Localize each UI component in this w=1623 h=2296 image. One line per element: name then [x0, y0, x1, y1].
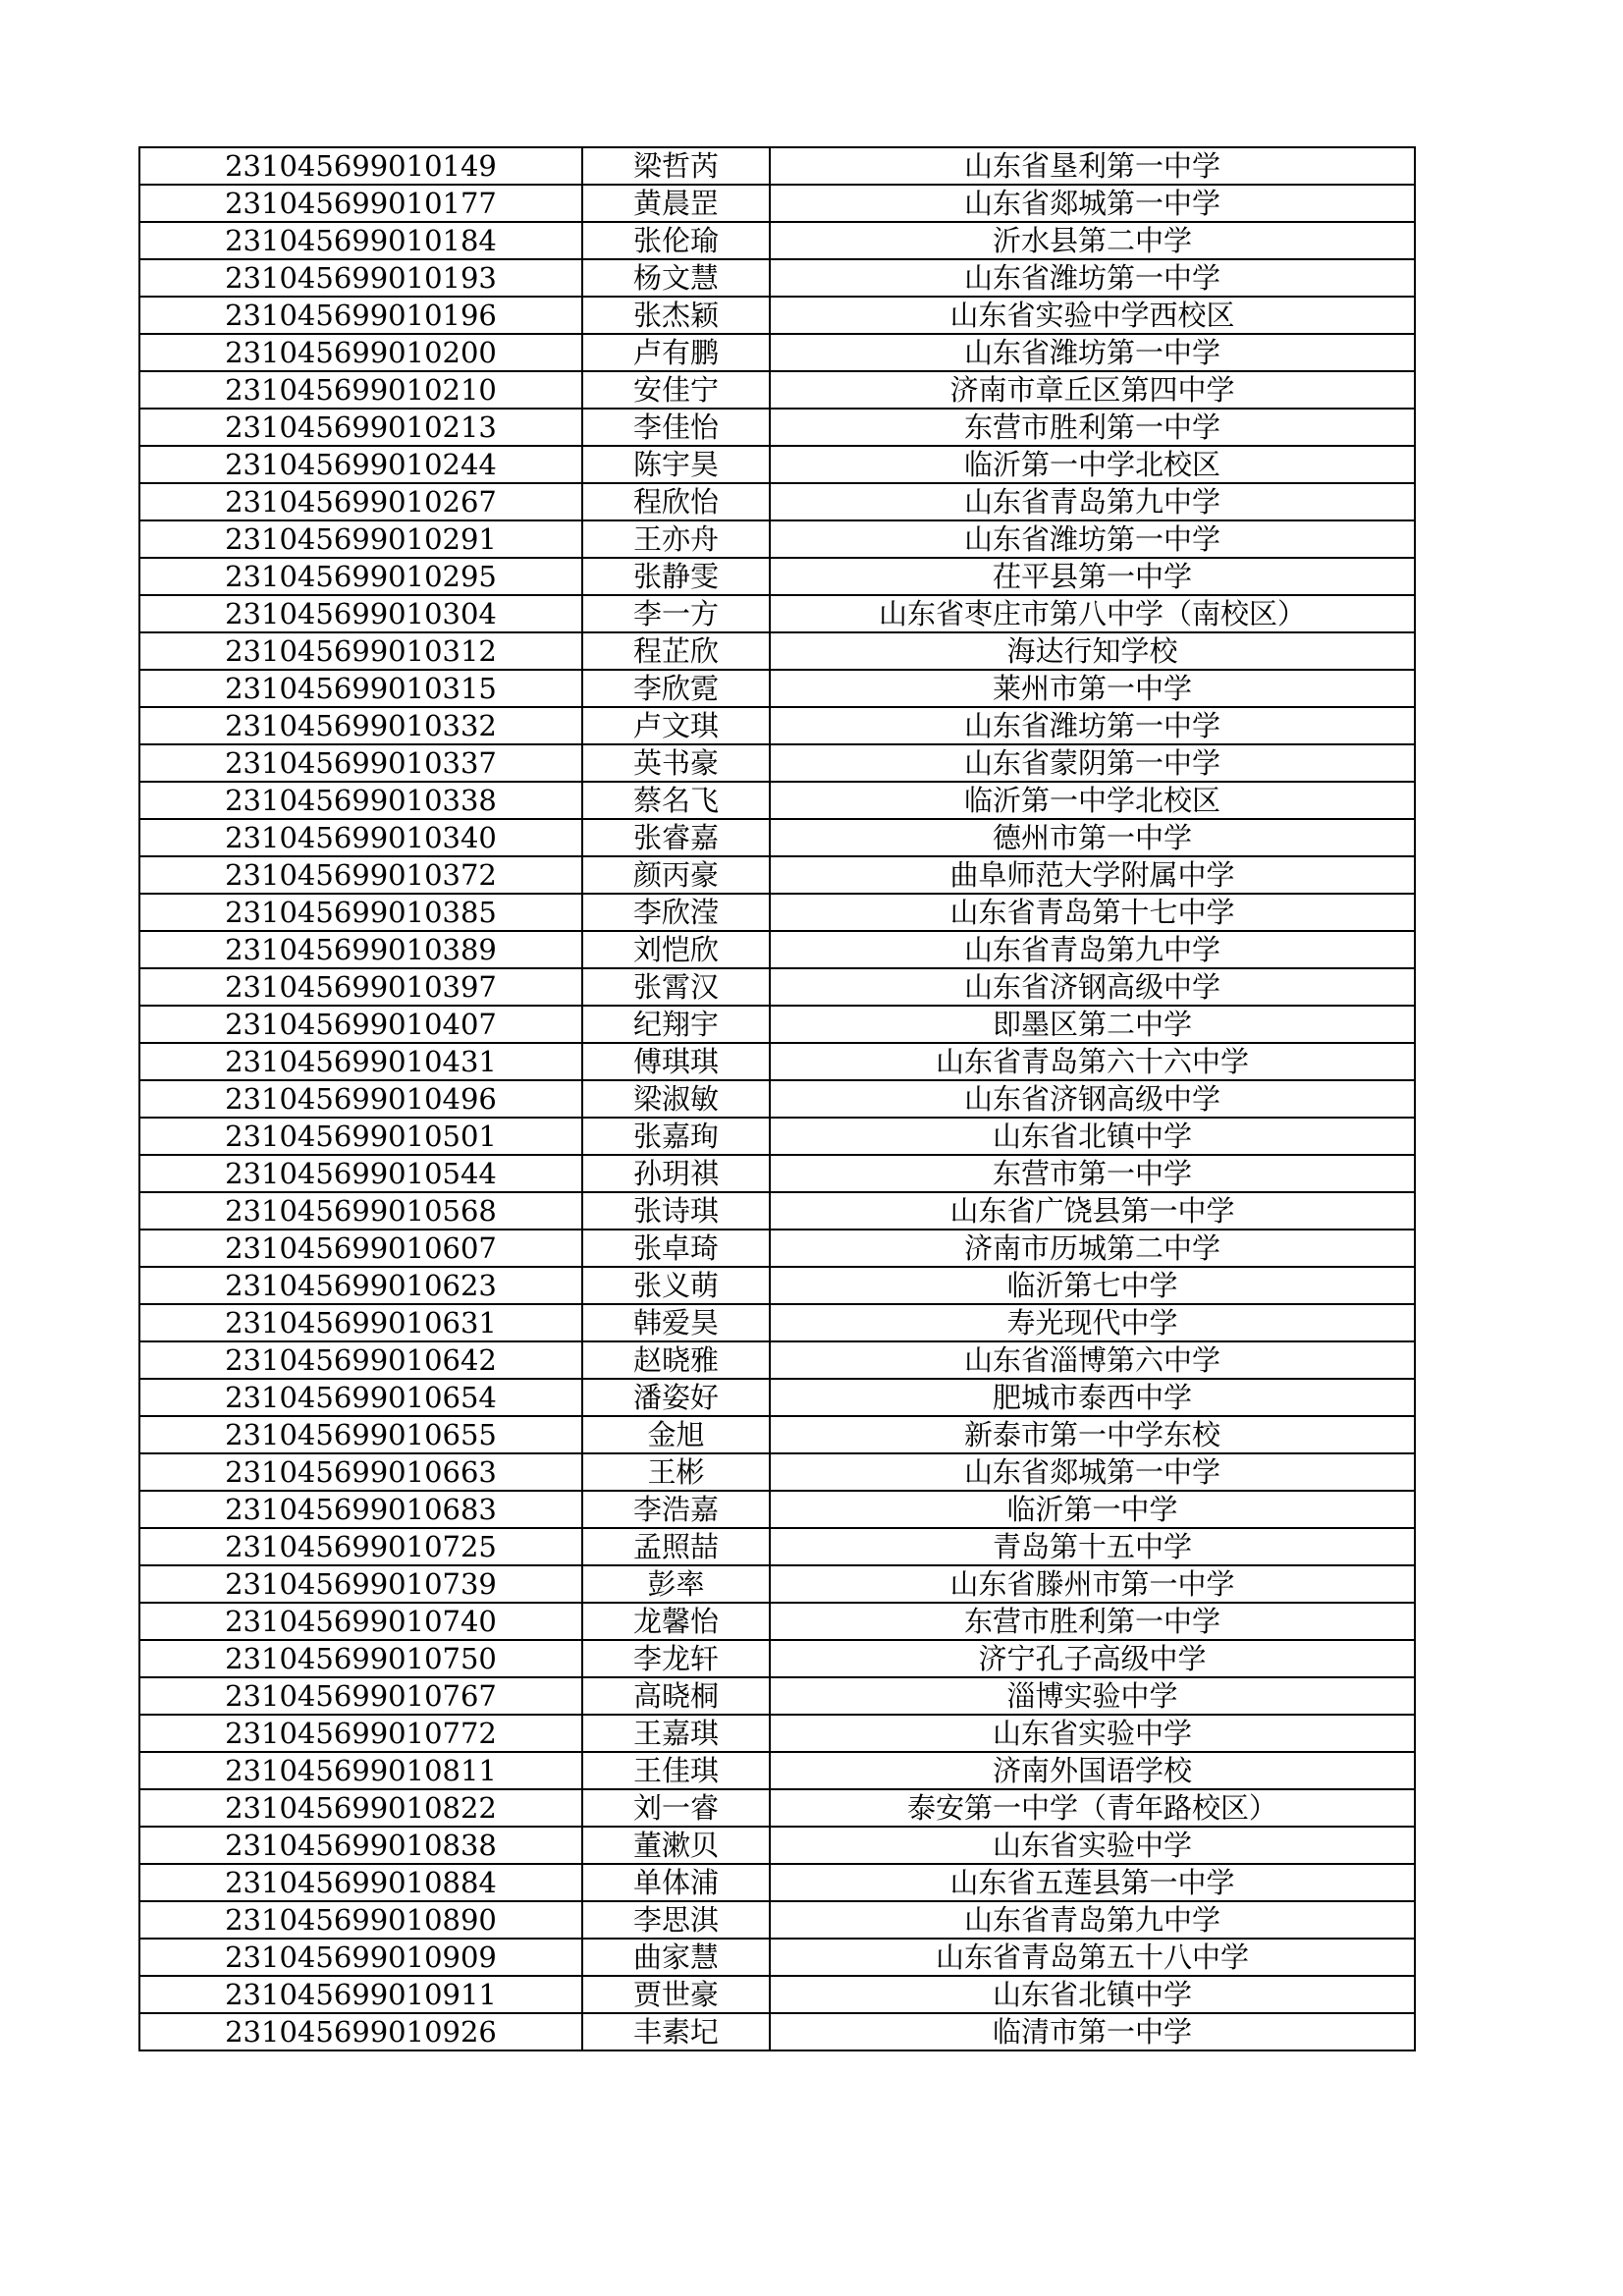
- candidate-id-cell: 231045699010655: [139, 1416, 582, 1453]
- table-row: [139, 1080, 1415, 1118]
- student-name-cell: 卢文琪: [582, 707, 770, 744]
- table-row: [139, 1901, 1415, 1939]
- school-name-cell: 山东省潍坊第一中学: [770, 259, 1415, 297]
- student-name-cell: 曲家慧: [582, 1939, 770, 1976]
- school-name-cell: 山东省郯城第一中学: [770, 185, 1415, 222]
- student-name-cell: 李浩嘉: [582, 1491, 770, 1528]
- school-name-cell: 东营市第一中学: [770, 1155, 1415, 1192]
- candidate-id-cell: 231045699010631: [139, 1304, 582, 1341]
- student-list-table: [138, 146, 1416, 2051]
- school-name-cell: 山东省淄博第六中学: [770, 1341, 1415, 1379]
- school-name-cell: 山东省郯城第一中学: [770, 1453, 1415, 1491]
- school-name-cell: 肥城市泰西中学: [770, 1379, 1415, 1416]
- student-name-cell: 杨文慧: [582, 259, 770, 297]
- student-name-cell: 李欣霓: [582, 670, 770, 707]
- table-row: [139, 1715, 1415, 1752]
- student-name-cell: 陈宇昊: [582, 446, 770, 483]
- table-row: [139, 1752, 1415, 1789]
- school-name-cell: 山东省潍坊第一中学: [770, 707, 1415, 744]
- student-name-cell: 蔡名飞: [582, 782, 770, 819]
- candidate-id-cell: 231045699010407: [139, 1006, 582, 1043]
- table-row: [139, 371, 1415, 409]
- candidate-id-cell: 231045699010295: [139, 558, 582, 595]
- table-row: [139, 1416, 1415, 1453]
- candidate-id-cell: 231045699010184: [139, 222, 582, 259]
- candidate-id-cell: 231045699010739: [139, 1565, 582, 1603]
- table-row: [139, 1827, 1415, 1864]
- table-row: [139, 520, 1415, 558]
- table-row: [139, 632, 1415, 670]
- school-name-cell: 山东省潍坊第一中学: [770, 520, 1415, 558]
- student-name-cell: 程欣怡: [582, 483, 770, 520]
- student-name-cell: 张义萌: [582, 1267, 770, 1304]
- student-name-cell: 张卓琦: [582, 1230, 770, 1267]
- student-name-cell: 黄晨罡: [582, 185, 770, 222]
- student-name-cell: 梁哲芮: [582, 147, 770, 185]
- school-name-cell: 即墨区第二中学: [770, 1006, 1415, 1043]
- table-row: [139, 147, 1415, 185]
- table-row: [139, 185, 1415, 222]
- student-name-cell: 孟照喆: [582, 1528, 770, 1565]
- table-row: [139, 1230, 1415, 1267]
- student-name-cell: 傅琪琪: [582, 1043, 770, 1080]
- table-row: [139, 894, 1415, 931]
- candidate-id-cell: 231045699010568: [139, 1192, 582, 1230]
- school-name-cell: 山东省实验中学西校区: [770, 297, 1415, 334]
- school-name-cell: 山东省垦利第一中学: [770, 147, 1415, 185]
- student-name-cell: 孙玥祺: [582, 1155, 770, 1192]
- student-name-cell: 金旭: [582, 1416, 770, 1453]
- candidate-id-cell: 231045699010767: [139, 1677, 582, 1715]
- school-name-cell: 山东省青岛第九中学: [770, 931, 1415, 968]
- student-name-cell: 单体浦: [582, 1864, 770, 1901]
- school-name-cell: 茌平县第一中学: [770, 558, 1415, 595]
- table-row: [139, 1565, 1415, 1603]
- school-name-cell: 山东省青岛第六十六中学: [770, 1043, 1415, 1080]
- table-row: [139, 222, 1415, 259]
- school-name-cell: 东营市胜利第一中学: [770, 1603, 1415, 1640]
- school-name-cell: 青岛第十五中学: [770, 1528, 1415, 1565]
- candidate-id-cell: 231045699010623: [139, 1267, 582, 1304]
- candidate-id-cell: 231045699010397: [139, 968, 582, 1006]
- candidate-id-cell: 231045699010291: [139, 520, 582, 558]
- table-row: [139, 446, 1415, 483]
- candidate-id-cell: 231045699010244: [139, 446, 582, 483]
- table-row: [139, 1304, 1415, 1341]
- table-row: [139, 968, 1415, 1006]
- candidate-id-cell: 231045699010909: [139, 1939, 582, 1976]
- school-name-cell: 济南市历城第二中学: [770, 1230, 1415, 1267]
- school-name-cell: 山东省青岛第十七中学: [770, 894, 1415, 931]
- student-name-cell: 梁淑敏: [582, 1080, 770, 1118]
- table-row: [139, 409, 1415, 446]
- school-name-cell: 曲阜师范大学附属中学: [770, 856, 1415, 894]
- student-name-cell: 王彬: [582, 1453, 770, 1491]
- student-name-cell: 李欣滢: [582, 894, 770, 931]
- table-row: [139, 1341, 1415, 1379]
- table-row: [139, 259, 1415, 297]
- table-row: [139, 1864, 1415, 1901]
- school-name-cell: 山东省实验中学: [770, 1715, 1415, 1752]
- table-row: [139, 856, 1415, 894]
- student-name-cell: 丰素圮: [582, 2013, 770, 2050]
- candidate-id-cell: 231045699010431: [139, 1043, 582, 1080]
- student-name-cell: 张霄汉: [582, 968, 770, 1006]
- table-row: [139, 1640, 1415, 1677]
- school-name-cell: 山东省五莲县第一中学: [770, 1864, 1415, 1901]
- candidate-id-cell: 231045699010811: [139, 1752, 582, 1789]
- school-name-cell: 德州市第一中学: [770, 819, 1415, 856]
- candidate-id-cell: 231045699010337: [139, 744, 582, 782]
- student-name-cell: 李佳怡: [582, 409, 770, 446]
- table-row: [139, 707, 1415, 744]
- student-name-cell: 张诗琪: [582, 1192, 770, 1230]
- table-row: [139, 931, 1415, 968]
- table-row: [139, 1379, 1415, 1416]
- student-name-cell: 韩爱昊: [582, 1304, 770, 1341]
- student-name-cell: 颜丙豪: [582, 856, 770, 894]
- school-name-cell: 海达行知学校: [770, 632, 1415, 670]
- student-name-cell: 安佳宁: [582, 371, 770, 409]
- table-row: [139, 2013, 1415, 2050]
- candidate-id-cell: 231045699010822: [139, 1789, 582, 1827]
- table-row: [139, 1043, 1415, 1080]
- table-row: [139, 1491, 1415, 1528]
- table-row: [139, 1453, 1415, 1491]
- table-row: [139, 558, 1415, 595]
- candidate-id-cell: 231045699010177: [139, 185, 582, 222]
- school-name-cell: 山东省滕州市第一中学: [770, 1565, 1415, 1603]
- table-row: [139, 782, 1415, 819]
- candidate-id-cell: 231045699010267: [139, 483, 582, 520]
- student-name-cell: 张伦瑜: [582, 222, 770, 259]
- table-row: [139, 595, 1415, 632]
- school-name-cell: 山东省济钢高级中学: [770, 968, 1415, 1006]
- candidate-id-cell: 231045699010501: [139, 1118, 582, 1155]
- candidate-id-cell: 231045699010338: [139, 782, 582, 819]
- candidate-id-cell: 231045699010149: [139, 147, 582, 185]
- school-name-cell: 临清市第一中学: [770, 2013, 1415, 2050]
- candidate-id-cell: 231045699010642: [139, 1341, 582, 1379]
- candidate-id-cell: 231045699010884: [139, 1864, 582, 1901]
- student-name-cell: 英书豪: [582, 744, 770, 782]
- student-name-cell: 李一方: [582, 595, 770, 632]
- candidate-id-cell: 231045699010725: [139, 1528, 582, 1565]
- candidate-id-cell: 231045699010210: [139, 371, 582, 409]
- student-name-cell: 赵晓雅: [582, 1341, 770, 1379]
- candidate-id-cell: 231045699010372: [139, 856, 582, 894]
- student-name-cell: 潘姿好: [582, 1379, 770, 1416]
- candidate-id-cell: 231045699010926: [139, 2013, 582, 2050]
- table-row: [139, 334, 1415, 371]
- table-row: [139, 1118, 1415, 1155]
- table-row: [139, 1528, 1415, 1565]
- candidate-id-cell: 231045699010213: [139, 409, 582, 446]
- candidate-id-cell: 231045699010385: [139, 894, 582, 931]
- student-name-cell: 王嘉琪: [582, 1715, 770, 1752]
- candidate-id-cell: 231045699010750: [139, 1640, 582, 1677]
- candidate-id-cell: 231045699010890: [139, 1901, 582, 1939]
- school-name-cell: 山东省北镇中学: [770, 1976, 1415, 2013]
- table-body: [139, 147, 1415, 2050]
- table-row: [139, 1789, 1415, 1827]
- table-row: [139, 1677, 1415, 1715]
- candidate-id-cell: 231045699010304: [139, 595, 582, 632]
- student-name-cell: 程芷欣: [582, 632, 770, 670]
- candidate-id-cell: 231045699010607: [139, 1230, 582, 1267]
- school-name-cell: 临沂第一中学: [770, 1491, 1415, 1528]
- school-name-cell: 莱州市第一中学: [770, 670, 1415, 707]
- table-row: [139, 1603, 1415, 1640]
- school-name-cell: 山东省广饶县第一中学: [770, 1192, 1415, 1230]
- school-name-cell: 临沂第一中学北校区: [770, 782, 1415, 819]
- candidate-id-cell: 231045699010663: [139, 1453, 582, 1491]
- school-name-cell: 东营市胜利第一中学: [770, 409, 1415, 446]
- school-name-cell: 沂水县第二中学: [770, 222, 1415, 259]
- school-name-cell: 寿光现代中学: [770, 1304, 1415, 1341]
- table-row: [139, 744, 1415, 782]
- student-name-cell: 李思淇: [582, 1901, 770, 1939]
- student-name-cell: 刘恺欣: [582, 931, 770, 968]
- school-name-cell: 济南外国语学校: [770, 1752, 1415, 1789]
- school-name-cell: 淄博实验中学: [770, 1677, 1415, 1715]
- school-name-cell: 山东省潍坊第一中学: [770, 334, 1415, 371]
- school-name-cell: 济南市章丘区第四中学: [770, 371, 1415, 409]
- student-name-cell: 张睿嘉: [582, 819, 770, 856]
- candidate-id-cell: 231045699010200: [139, 334, 582, 371]
- table-row: [139, 670, 1415, 707]
- school-name-cell: 泰安第一中学（青年路校区）: [770, 1789, 1415, 1827]
- student-name-cell: 李龙轩: [582, 1640, 770, 1677]
- school-name-cell: 山东省济钢高级中学: [770, 1080, 1415, 1118]
- table-row: [139, 483, 1415, 520]
- table-row: [139, 1939, 1415, 1976]
- table-row: [139, 1155, 1415, 1192]
- school-name-cell: 山东省实验中学: [770, 1827, 1415, 1864]
- student-name-cell: 王佳琪: [582, 1752, 770, 1789]
- student-name-cell: 纪翔宇: [582, 1006, 770, 1043]
- school-name-cell: 山东省枣庄市第八中学（南校区）: [770, 595, 1415, 632]
- candidate-id-cell: 231045699010332: [139, 707, 582, 744]
- candidate-id-cell: 231045699010496: [139, 1080, 582, 1118]
- table-row: [139, 297, 1415, 334]
- table-row: [139, 1267, 1415, 1304]
- table-row: [139, 819, 1415, 856]
- student-name-cell: 张杰颖: [582, 297, 770, 334]
- candidate-id-cell: 231045699010911: [139, 1976, 582, 2013]
- student-name-cell: 彭率: [582, 1565, 770, 1603]
- candidate-id-cell: 231045699010838: [139, 1827, 582, 1864]
- table-row: [139, 1976, 1415, 2013]
- school-name-cell: 山东省青岛第五十八中学: [770, 1939, 1415, 1976]
- school-name-cell: 山东省北镇中学: [770, 1118, 1415, 1155]
- student-name-cell: 高晓桐: [582, 1677, 770, 1715]
- student-name-cell: 王亦舟: [582, 520, 770, 558]
- school-name-cell: 山东省青岛第九中学: [770, 483, 1415, 520]
- candidate-id-cell: 231045699010654: [139, 1379, 582, 1416]
- student-name-cell: 刘一睿: [582, 1789, 770, 1827]
- student-name-cell: 董漱贝: [582, 1827, 770, 1864]
- school-name-cell: 新泰市第一中学东校: [770, 1416, 1415, 1453]
- student-name-cell: 贾世豪: [582, 1976, 770, 2013]
- candidate-id-cell: 231045699010389: [139, 931, 582, 968]
- candidate-id-cell: 231045699010544: [139, 1155, 582, 1192]
- student-name-cell: 张静雯: [582, 558, 770, 595]
- school-name-cell: 济宁孔子高级中学: [770, 1640, 1415, 1677]
- candidate-id-cell: 231045699010193: [139, 259, 582, 297]
- school-name-cell: 山东省蒙阴第一中学: [770, 744, 1415, 782]
- candidate-id-cell: 231045699010683: [139, 1491, 582, 1528]
- school-name-cell: 山东省青岛第九中学: [770, 1901, 1415, 1939]
- table-row: [139, 1192, 1415, 1230]
- school-name-cell: 临沂第七中学: [770, 1267, 1415, 1304]
- candidate-id-cell: 231045699010340: [139, 819, 582, 856]
- student-name-cell: 龙馨怡: [582, 1603, 770, 1640]
- school-name-cell: 临沂第一中学北校区: [770, 446, 1415, 483]
- candidate-id-cell: 231045699010315: [139, 670, 582, 707]
- candidate-id-cell: 231045699010312: [139, 632, 582, 670]
- candidate-id-cell: 231045699010740: [139, 1603, 582, 1640]
- candidate-id-cell: 231045699010196: [139, 297, 582, 334]
- student-name-cell: 卢有鹏: [582, 334, 770, 371]
- student-name-cell: 张嘉珣: [582, 1118, 770, 1155]
- candidate-id-cell: 231045699010772: [139, 1715, 582, 1752]
- table-row: [139, 1006, 1415, 1043]
